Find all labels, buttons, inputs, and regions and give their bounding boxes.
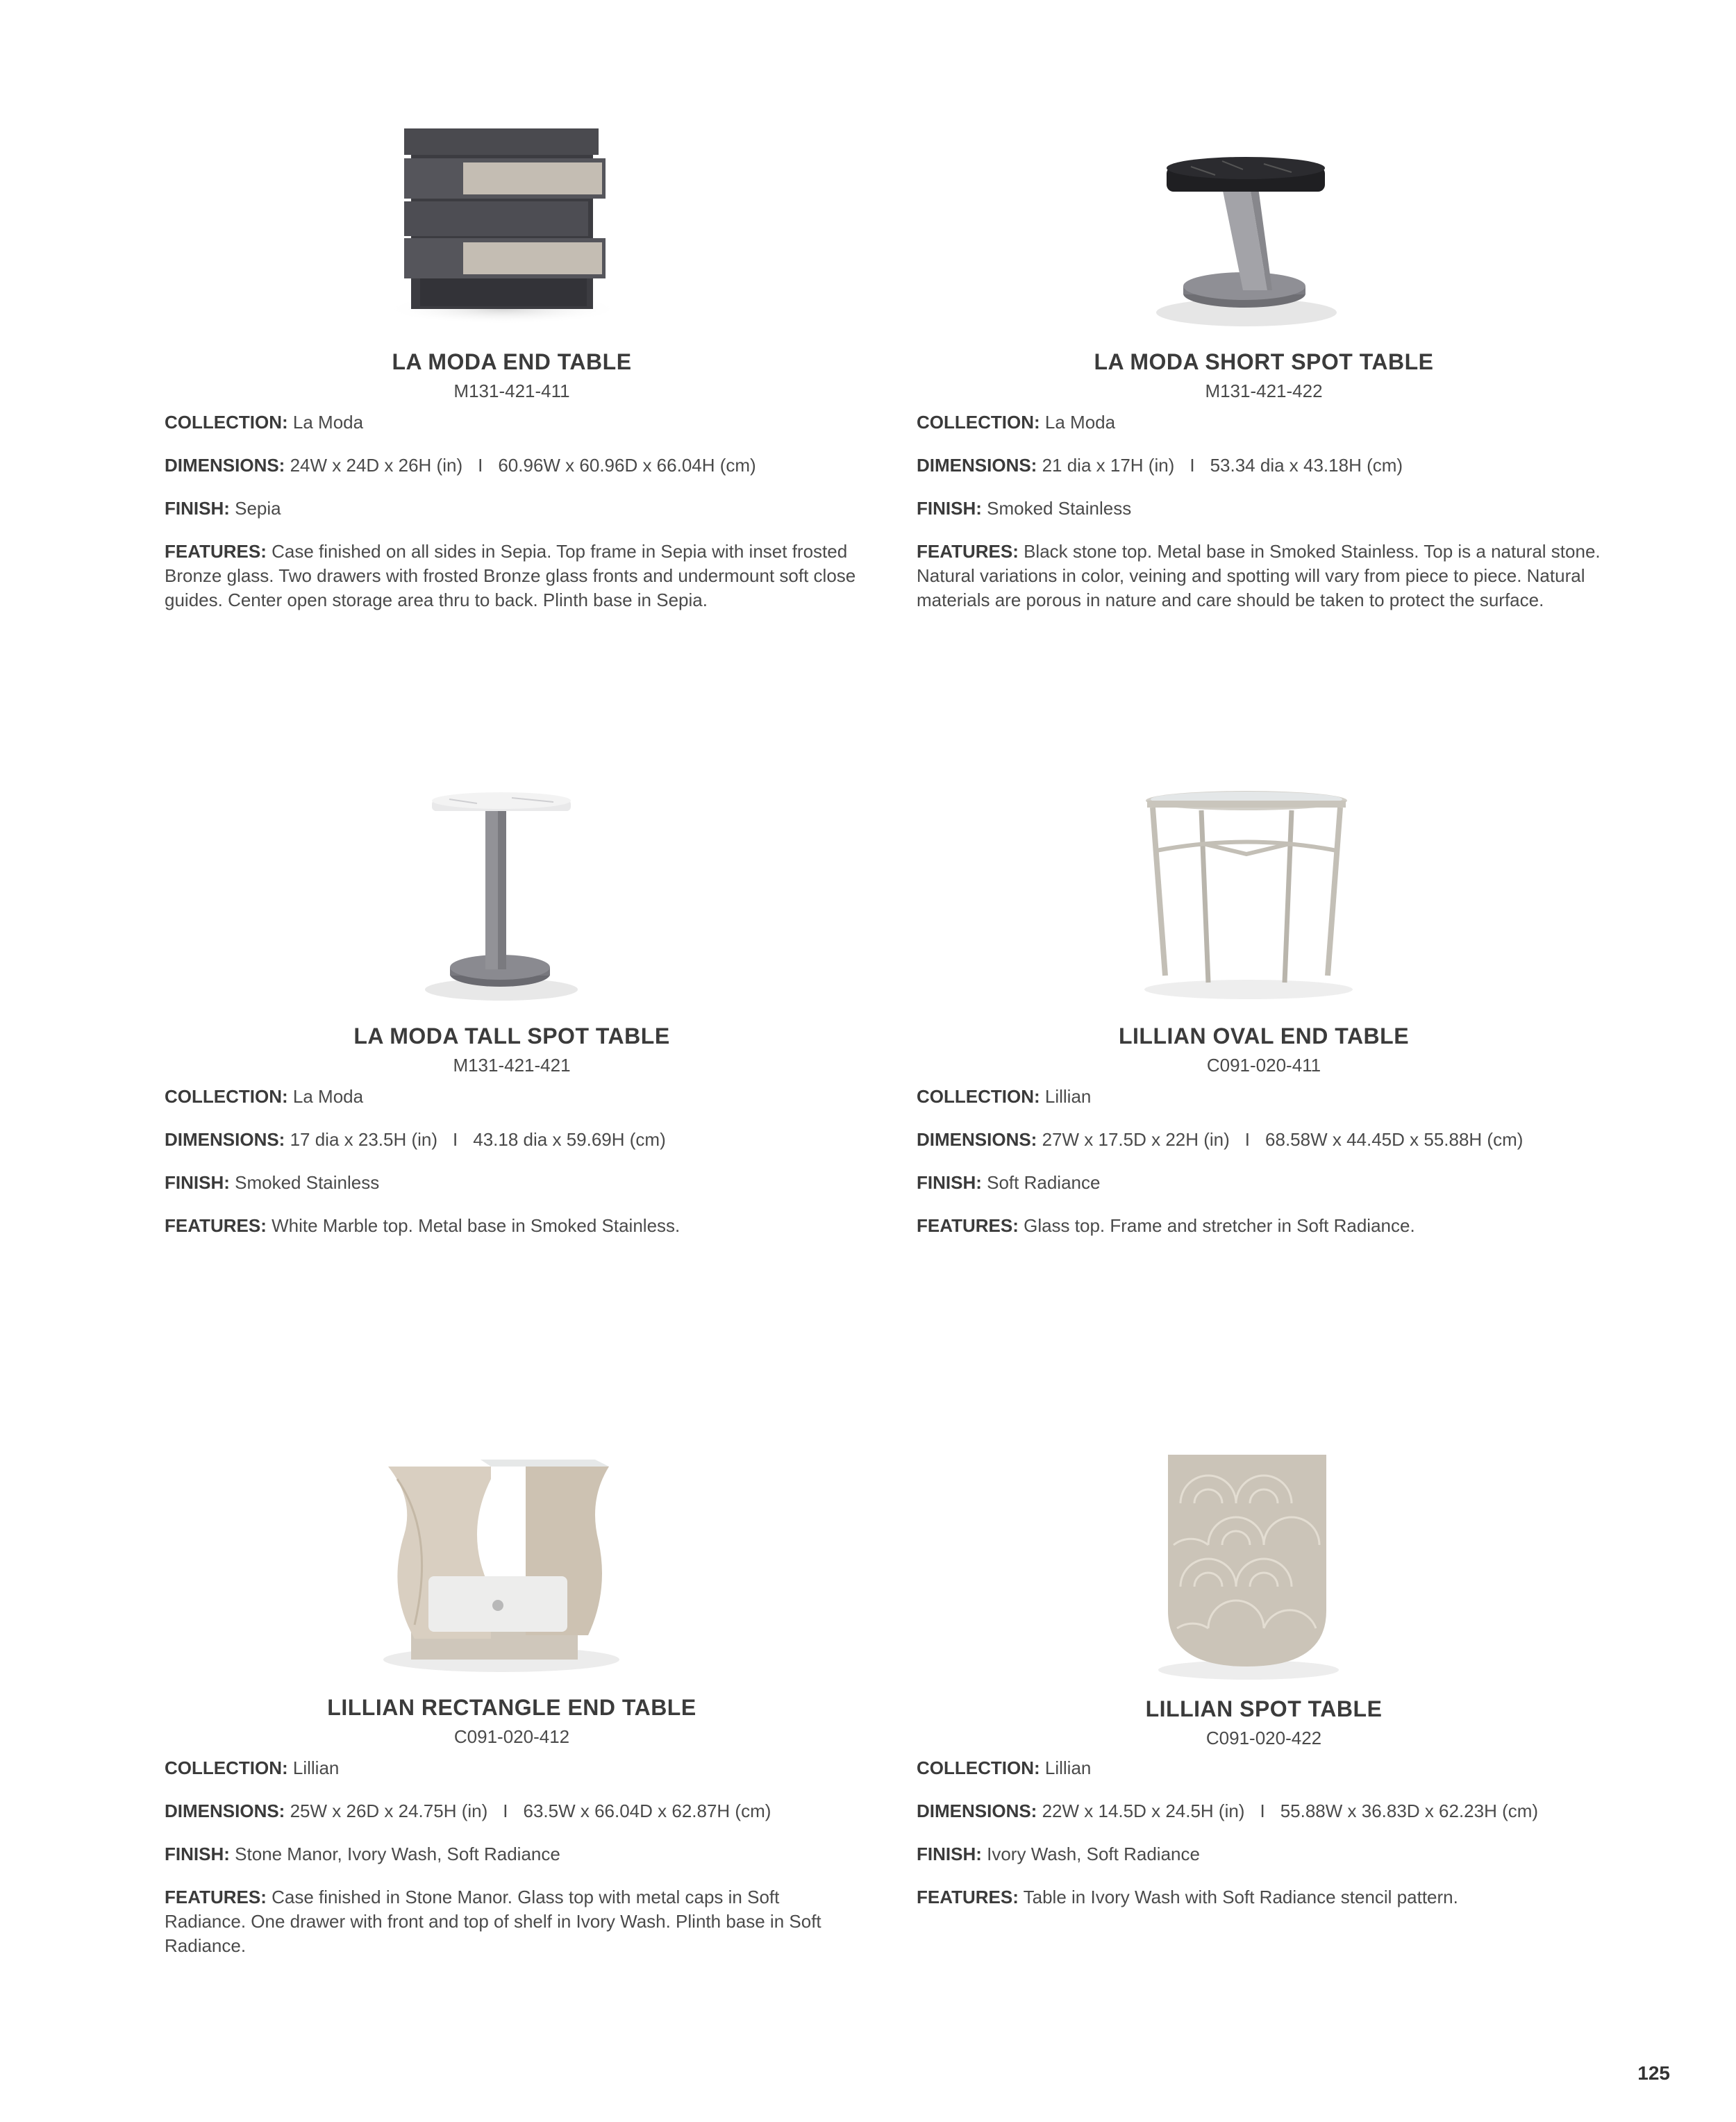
finish-value: Stone Manor, Ivory Wash, Soft Radiance	[235, 1844, 560, 1864]
dimensions-label: DIMENSIONS:	[917, 1129, 1037, 1150]
product-title: LA MODA END TABLE	[392, 349, 632, 374]
product-sku: M131-421-411	[453, 381, 570, 401]
features-value: Case finished on all sides in Sepia. Top frame in Sepia with inset frosted Bronze glass. Two drawers with frosted Bronze glass fronts and undermount soft close guides. Center open storage area thru to back. Plinth base in Sepia.	[165, 541, 856, 610]
features-label: FEATURES:	[165, 1215, 267, 1236]
dimensions-separator: I	[1260, 1801, 1265, 1821]
oval-end-table-image	[917, 781, 1611, 1017]
dimensions-cm: 63.5W x 66.04D x 62.87H (cm)	[523, 1801, 771, 1821]
collection-value: La Moda	[1044, 412, 1116, 433]
collection-value: Lillian	[1044, 1086, 1092, 1107]
dimensions-separator: I	[453, 1129, 458, 1150]
product-image	[165, 781, 859, 1017]
features-value: Table in Ivory Wash with Soft Radiance stencil pattern.	[1023, 1887, 1458, 1907]
collection-label: COLLECTION:	[917, 412, 1040, 433]
features-line	[165, 540, 859, 612]
page-number: 125	[1637, 2062, 1670, 2084]
collection-line	[917, 1756, 1611, 1780]
features-value: Case finished in Stone Manor. Glass top with metal caps in Soft Radiance. One drawer with front and top of shelf in Ivory Wash. Plinth base in Soft Radiance.	[165, 1887, 821, 1956]
dimensions-in: 27W x 17.5D x 22H (in)	[1042, 1129, 1230, 1150]
finish-line	[917, 1842, 1611, 1866]
features-label: FEATURES:	[165, 1887, 267, 1907]
collection-label: COLLECTION:	[165, 1757, 288, 1778]
dimensions-cm: 53.34 dia x 43.18H (cm)	[1210, 455, 1403, 476]
dimensions-label: DIMENSIONS:	[165, 455, 285, 476]
collection-value: Lillian	[292, 1757, 340, 1778]
finish-line	[165, 1171, 859, 1195]
finish-label: FINISH:	[165, 1844, 230, 1864]
dimensions-cm: 60.96W x 60.96D x 66.04H (cm)	[498, 455, 756, 476]
tall-spot-table-image	[165, 781, 859, 1017]
product-image	[917, 1441, 1611, 1677]
finish-value: Smoked Stainless	[235, 1172, 380, 1193]
dimensions-line	[917, 1799, 1611, 1823]
product-sku: C091-020-411	[1206, 1055, 1321, 1076]
collection-value: La Moda	[292, 1086, 364, 1107]
dimensions-label: DIMENSIONS:	[165, 1801, 285, 1821]
dimensions-line	[917, 1128, 1611, 1152]
dimensions-cm: 68.58W x 44.45D x 55.88H (cm)	[1265, 1129, 1524, 1150]
dimensions-cm: 43.18 dia x 59.69H (cm)	[473, 1129, 666, 1150]
collection-line	[917, 1085, 1611, 1109]
product-sku: M131-421-422	[1205, 381, 1323, 401]
dimensions-separator: I	[478, 455, 483, 476]
finish-label: FINISH:	[917, 1844, 982, 1864]
finish-line	[917, 1171, 1611, 1195]
short-spot-table-image	[917, 118, 1611, 354]
finish-line	[165, 1842, 859, 1866]
dimensions-separator: I	[1190, 455, 1195, 476]
finish-label: FINISH:	[917, 498, 982, 519]
product-image	[917, 118, 1611, 354]
features-label: FEATURES:	[165, 541, 267, 562]
collection-label: COLLECTION:	[165, 412, 288, 433]
collection-label: COLLECTION:	[917, 1086, 1040, 1107]
collection-line	[165, 1085, 859, 1109]
rectangle-end-table-image	[165, 1451, 859, 1687]
collection-value: Lillian	[1044, 1757, 1092, 1778]
collection-label: COLLECTION:	[165, 1086, 288, 1107]
finish-line	[165, 496, 859, 521]
product-sku: C091-020-422	[1205, 1728, 1322, 1748]
features-line	[917, 540, 1611, 612]
collection-line	[165, 410, 859, 435]
dimensions-in: 25W x 26D x 24.75H (in)	[290, 1801, 488, 1821]
features-label: FEATURES:	[917, 1887, 1019, 1907]
features-value: Glass top. Frame and stretcher in Soft Radiance.	[1024, 1215, 1415, 1236]
product-sku: M131-421-421	[453, 1055, 571, 1076]
features-line	[165, 1885, 859, 1958]
dimensions-in: 17 dia x 23.5H (in)	[290, 1129, 438, 1150]
product-image	[165, 118, 859, 354]
finish-label: FINISH:	[917, 1172, 982, 1193]
features-line	[917, 1214, 1611, 1238]
dimensions-separator: I	[1244, 1129, 1251, 1150]
features-value: White Marble top. Metal base in Smoked Stainless.	[272, 1215, 681, 1236]
product-title: LA MODA SHORT SPOT TABLE	[1094, 349, 1434, 374]
dimensions-line	[165, 1128, 859, 1152]
finish-line	[917, 496, 1611, 521]
collection-value: La Moda	[292, 412, 364, 433]
dimensions-line	[165, 1799, 859, 1823]
dimensions-in: 22W x 14.5D x 24.5H (in)	[1042, 1801, 1245, 1821]
dimensions-label: DIMENSIONS:	[165, 1129, 285, 1150]
features-line	[165, 1214, 859, 1238]
features-value: Black stone top. Metal base in Smoked Stainless. Top is a natural stone. Natural variations in color, veining and spotting will vary from piece to piece. Natural materials are porous in nature and care should be taken to protect the surface.	[917, 541, 1601, 610]
collection-line	[917, 410, 1611, 435]
product-title: LILLIAN RECTANGLE END TABLE	[327, 1695, 696, 1720]
finish-value: Smoked Stainless	[987, 498, 1132, 519]
finish-value: Soft Radiance	[987, 1172, 1101, 1193]
features-line	[917, 1885, 1611, 1910]
features-label: FEATURES:	[917, 1215, 1019, 1236]
product-title: LA MODA TALL SPOT TABLE	[353, 1024, 670, 1049]
lillian-spot-table-image	[917, 1441, 1611, 1684]
collection-label: COLLECTION:	[917, 1757, 1040, 1778]
dimensions-label: DIMENSIONS:	[917, 455, 1037, 476]
product-title: LILLIAN OVAL END TABLE	[1118, 1024, 1410, 1049]
dimensions-cm: 55.88W x 36.83D x 62.23H (cm)	[1280, 1801, 1539, 1821]
finish-value: Sepia	[235, 498, 281, 519]
features-label: FEATURES:	[917, 541, 1019, 562]
dimensions-separator: I	[503, 1801, 508, 1821]
collection-line	[165, 1756, 859, 1780]
product-image	[917, 781, 1611, 1017]
finish-label: FINISH:	[165, 498, 230, 519]
dimensions-in: 21 dia x 17H (in)	[1042, 455, 1175, 476]
product-title: LILLIAN SPOT TABLE	[1145, 1696, 1383, 1721]
dimensions-line	[165, 453, 859, 478]
product-image	[165, 1451, 859, 1687]
dimensions-in: 24W x 24D x 26H (in)	[290, 455, 463, 476]
end-table-drawers-image	[165, 118, 859, 354]
finish-value: Ivory Wash, Soft Radiance	[987, 1844, 1200, 1864]
dimensions-line	[917, 453, 1611, 478]
product-sku: C091-020-412	[453, 1726, 570, 1747]
finish-label: FINISH:	[165, 1172, 230, 1193]
dimensions-label: DIMENSIONS:	[917, 1801, 1037, 1821]
